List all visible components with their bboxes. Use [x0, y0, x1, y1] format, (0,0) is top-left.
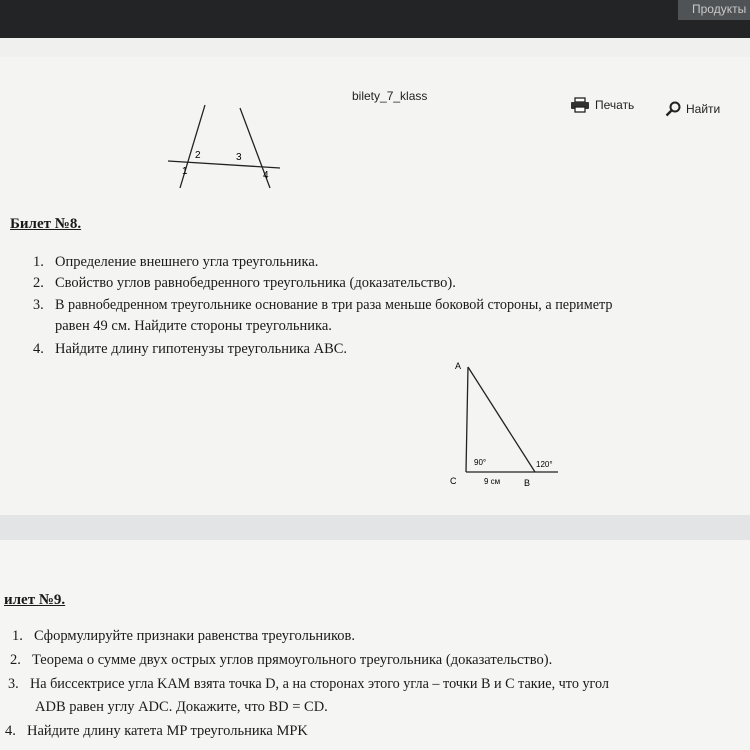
- ticket-8-title: Билет №8.: [10, 216, 82, 232]
- find-button[interactable]: [665, 101, 720, 117]
- page-gap: [0, 515, 750, 540]
- print-button[interactable]: [570, 97, 634, 113]
- side-cb-label: 9 см: [484, 477, 501, 486]
- search-icon: [665, 101, 681, 117]
- ticket-9-question: 3. На биссектрисе угла KAM взята точка D, а на сторонах этого угла – точки B и C такие, что угол: [8, 676, 610, 692]
- triangle-side-ac: [466, 367, 468, 472]
- ticket-8-question: 4. Найдите длину гипотенузы треугольника ABC.: [33, 341, 348, 357]
- figure-label-3: 3: [236, 152, 242, 163]
- ticket-8-question: 2. Свойство углов равнобедренного треугольника (доказательство).: [33, 275, 456, 291]
- exterior-angle-label: 120°: [536, 460, 553, 469]
- products-button[interactable]: Продукты: [678, 0, 750, 20]
- find-label: Найти: [686, 102, 721, 116]
- top-bar: [0, 0, 750, 38]
- vertex-b-label: B: [524, 478, 531, 488]
- vertex-c-label: C: [450, 476, 457, 486]
- ticket-8-question: 3. В равнобедренном треугольнике основание в три раза меньше боковой стороны, а периметр: [33, 297, 613, 313]
- print-label: Печать: [595, 98, 635, 112]
- ticket-9-question-continued: ADB равен углу ADC. Докажите, что BD = CD.: [35, 699, 328, 715]
- angles-figure: [160, 100, 290, 195]
- vertex-a-label: A: [455, 361, 462, 371]
- printer-icon: [570, 97, 590, 113]
- ticket-9-question: 4. Найдите длину катета MP треугольника MPK: [5, 723, 308, 739]
- ticket-8-question: 1. Определение внешнего угла треугольника.: [33, 254, 319, 270]
- figure-label-1: 1: [182, 166, 188, 177]
- ticket-9-question: 1. Сформулируйте признаки равенства треугольников.: [12, 628, 355, 644]
- figure-label-2: 2: [195, 150, 201, 161]
- ticket-8-question-continued: равен 49 см. Найдите стороны треугольника.: [55, 318, 332, 334]
- triangle-abc: [440, 355, 570, 495]
- triangle-side-ab: [468, 367, 535, 472]
- document-title: bilety_7_klass: [352, 89, 428, 103]
- ticket-9-title: илет №9.: [4, 592, 66, 608]
- figure-label-4: 4: [263, 170, 269, 181]
- right-angle-label: 90°: [474, 458, 487, 467]
- ticket-9-question: 2. Теорема о сумме двух острых углов прямоугольного треугольника (доказательство).: [10, 652, 553, 668]
- page-2: [0, 540, 750, 750]
